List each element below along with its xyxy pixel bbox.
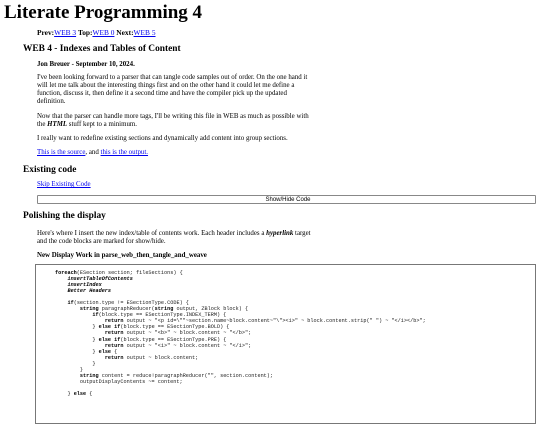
html-emphasis: HTML bbox=[47, 121, 68, 129]
code-line: } bbox=[55, 360, 96, 367]
code-block bbox=[35, 264, 536, 424]
code-line: return output ~ "<i>" ~ block.content ~ "</i>"; bbox=[104, 342, 252, 349]
byline: Jon Breuer - September 10, 2024. bbox=[37, 61, 135, 68]
top-link[interactable]: WEB 0 bbox=[92, 28, 115, 37]
code-line: } bbox=[55, 366, 84, 373]
polish-text-before: Here's where I insert the new index/table of contents work. Each header includes a bbox=[37, 230, 267, 237]
page-navigation bbox=[37, 28, 156, 37]
code-line: } else { bbox=[55, 390, 93, 397]
code-line: return output ~ "<b>" ~ block.content ~ "</b>"; bbox=[104, 330, 252, 337]
code-line: Better Headers bbox=[67, 288, 112, 295]
tags-text-after: stuff kept to a minimum. bbox=[67, 121, 137, 129]
next-link[interactable]: WEB 5 bbox=[133, 28, 156, 37]
code-line: } else if(block.type == ESectionType.BOLD) { bbox=[55, 324, 230, 331]
code-line: return output ~ "<p id=\""~section.name~block.content~"\"><i>" ~ block.content.strip(" ") ~ "</i></b>"; bbox=[104, 318, 426, 325]
existing-code-heading: Existing code bbox=[23, 165, 77, 175]
code-line: foreach(ESection section; fileSections) { bbox=[55, 270, 183, 276]
code-line: if(block.type == ESectionType.INDEX_TERM) { bbox=[92, 312, 227, 319]
show-hide-code-button[interactable]: Show/Hide Code bbox=[37, 195, 536, 204]
source-links-line bbox=[37, 149, 337, 157]
polish-text-after: target and the code blocks are marked for show/hide. bbox=[37, 230, 311, 246]
code-listing bbox=[55, 270, 426, 397]
code-line: if(section.type != ESectionType.CODE) { bbox=[67, 300, 189, 307]
top-label: Top: bbox=[77, 28, 93, 37]
skip-link-line bbox=[37, 181, 337, 189]
code-block-heading: New Display Work in parse_web_then_tangle_and_weave bbox=[37, 252, 207, 259]
code-line: } else if(block.type == ESectionType.PRE) { bbox=[55, 336, 227, 343]
source-mid-text: , and bbox=[85, 149, 101, 156]
polishing-paragraph bbox=[37, 230, 315, 246]
code-line: insertTableOfContents bbox=[67, 276, 133, 283]
intro-paragraph: I've been looking forward to a parser that can tangle code samples out of order. On the one hand it will let me talk about the interesting things first and on the other hand it could let me define a function, discuss it, then define it a second time and have the compiler pick up the updated definition. bbox=[37, 74, 308, 106]
next-label: Next: bbox=[116, 28, 134, 37]
hyperlink-emphasis: hyperlink bbox=[266, 230, 294, 237]
prev-link[interactable]: WEB 3 bbox=[54, 28, 77, 37]
section-title: WEB 4 - Indexes and Tables of Content bbox=[23, 44, 181, 54]
source-link[interactable]: This is the source bbox=[37, 149, 86, 156]
tags-paragraph bbox=[37, 113, 317, 129]
code-line: outputDisplayContents ~= content; bbox=[79, 378, 183, 385]
code-line: return output ~ block.content; bbox=[104, 354, 199, 361]
polishing-heading: Polishing the display bbox=[23, 211, 106, 221]
redefine-paragraph: I really want to redefine existing sections and dynamically add content into group sections. bbox=[37, 135, 288, 142]
page-title: Literate Programming 4 bbox=[4, 2, 203, 23]
code-line: string content = reduce!paragraphReducer("", section.content); bbox=[79, 372, 274, 379]
code-line: string paragraphReducer(string output, ZBlock block) { bbox=[79, 306, 249, 313]
prev-label: Prev: bbox=[37, 28, 55, 37]
tags-text-before: Now that the parser can handle more tags, I'll be writing this file in WEB as much as possible with the bbox=[37, 113, 309, 129]
output-link[interactable]: this is the output. bbox=[100, 149, 149, 156]
code-line: } else { bbox=[55, 348, 118, 355]
skip-existing-code-link[interactable]: Skip Existing Code bbox=[37, 181, 91, 188]
code-line: insertIndex bbox=[67, 282, 102, 289]
